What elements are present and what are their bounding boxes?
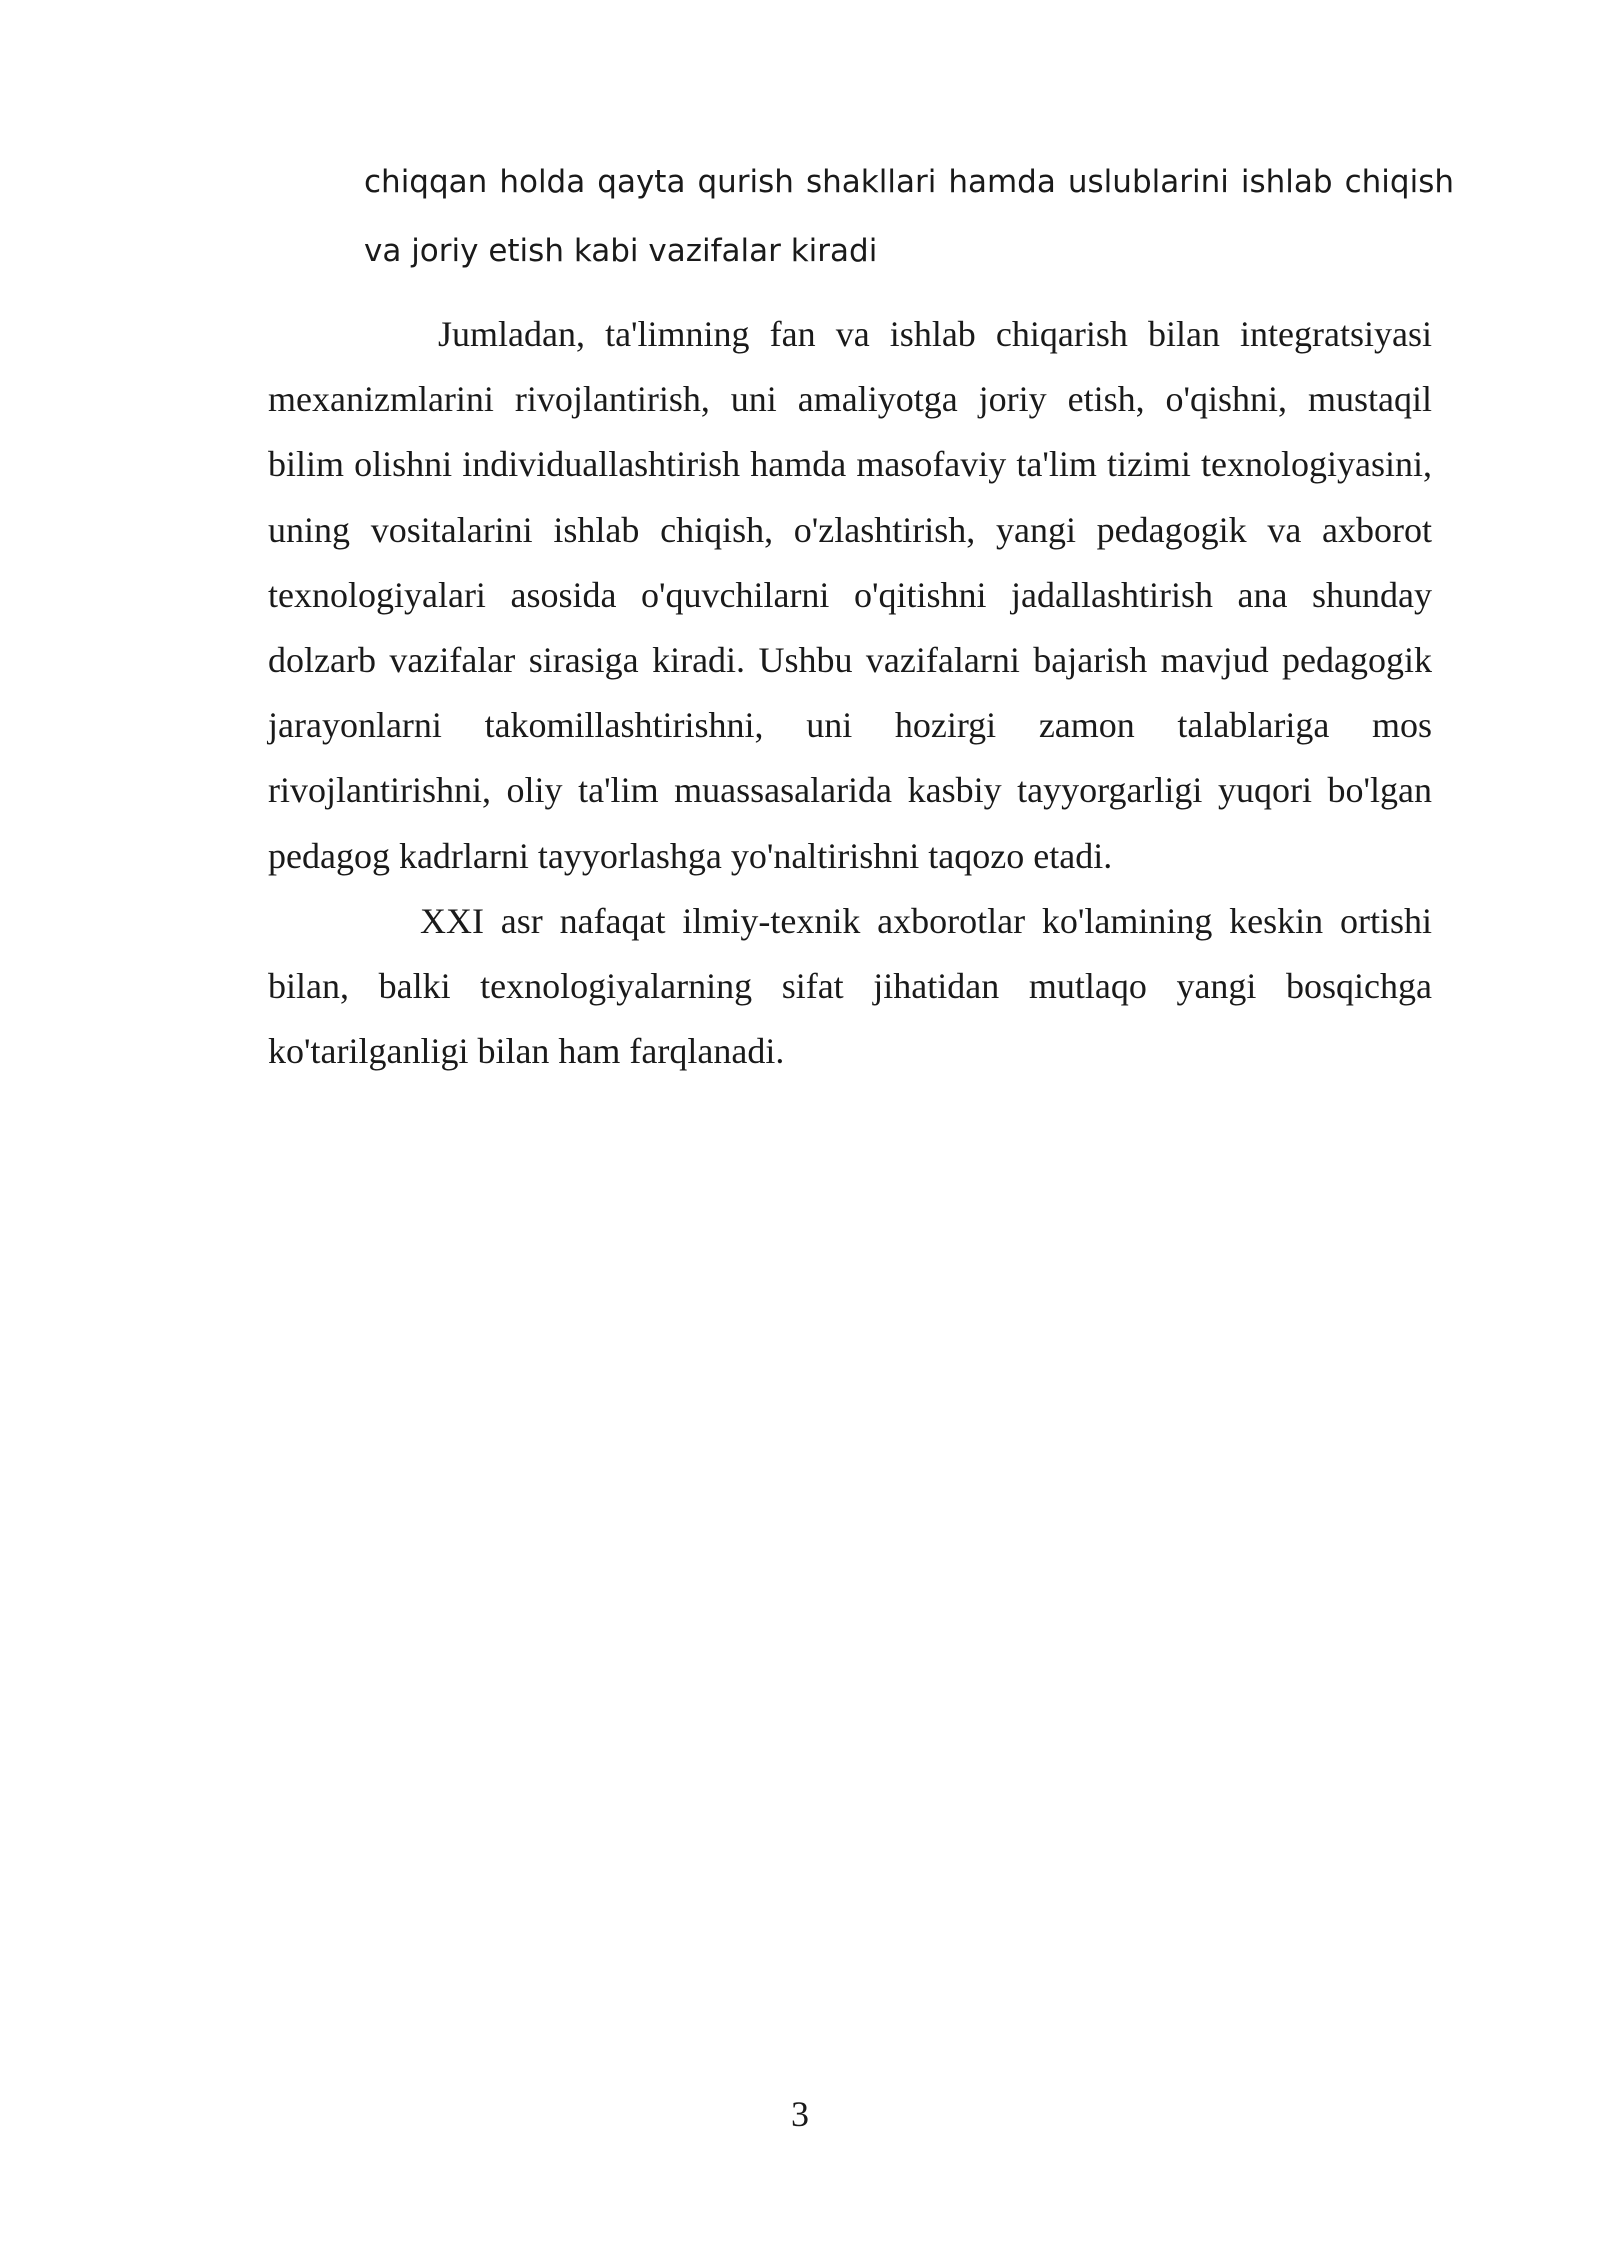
- paragraph-1: Jumladan, ta'limning fan va ishlab chiqarish bilan integratsiyasi mexanizmlarini rivojlantirish, uni amaliyotga joriy etish, o'qishni, mustaqil bilim olishni individuallashtirish hamda masofaviy ta'lim tizimi texnologiyasini, uning vositalarini ishlab chiqish, o'zlashtirish, yangi pedagogik va axborot texnologiyalari asosida o'quvchilarni o'qitishni jadallashtirish ana shunday dolzarb vazifalar sirasiga kiradi. Ushbu vazifalarni bajarish mavjud pedagogik jarayonlarni takomillashtirishni, uni hozirgi zamon talablariga mos rivojlantirishni, oliy ta'lim muassasalarida kasbiy tayyorgarligi yuqori bo'lgan pedagog kadrlarni tayyorlashga yo'naltirishni taqozo etadi.: [268, 314, 1432, 876]
- intro-text: chiqqan holda qayta qurish shakllari hamda uslublarini ishlab chiqish va joriy etish kabi vazifalar kiradi: [364, 164, 1454, 269]
- paragraph-2: XXI asr nafaqat ilmiy-texnik axborotlar ko'lamining keskin ortishi bilan, balki texnologiyalarning sifat jihatidan mutlaqo yangi bosqichga ko'tarilganligi bilan ham farqlanadi.: [268, 900, 1432, 1072]
- body-text: [268, 302, 1432, 1084]
- page-number: 3: [791, 2094, 809, 2134]
